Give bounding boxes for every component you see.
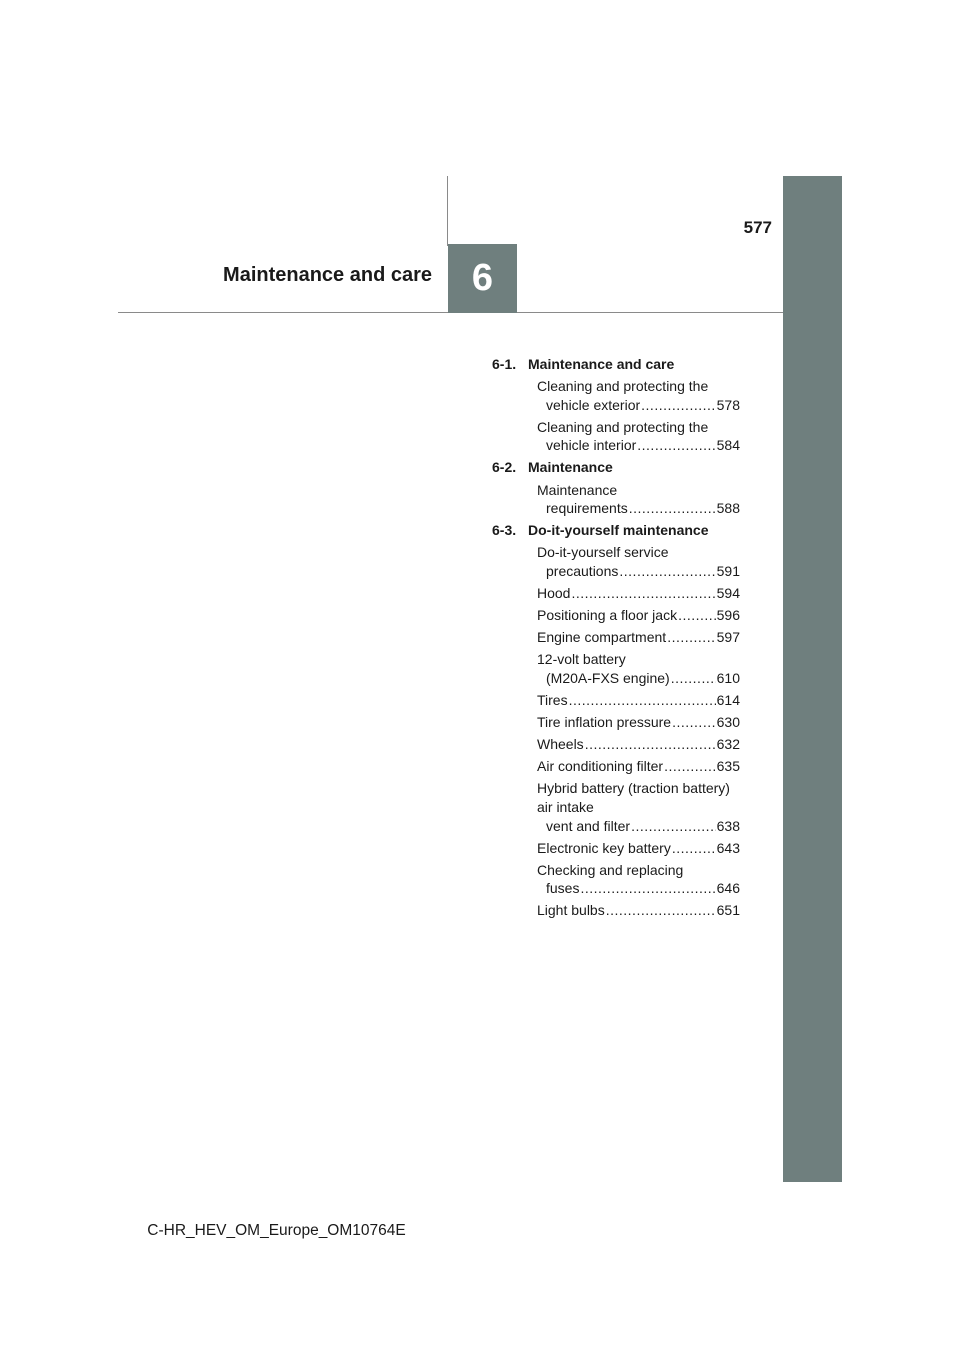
toc-entry-page-number: 588 bbox=[716, 500, 740, 517]
dot-leader bbox=[571, 584, 715, 603]
dot-leader bbox=[619, 562, 715, 581]
toc-section-heading[interactable] bbox=[492, 355, 740, 374]
page-number: 577 bbox=[743, 218, 772, 237]
toc-entry-text: Hood bbox=[537, 585, 571, 602]
toc-entry-text: fuses bbox=[546, 880, 580, 897]
toc-entry[interactable] bbox=[492, 735, 740, 754]
toc-entry-text: Wheels bbox=[537, 736, 584, 753]
document-footer: C-HR_HEV_OM_Europe_OM10764E bbox=[147, 1222, 406, 1239]
toc-entry-text: vent and filter bbox=[546, 817, 631, 834]
toc-entry[interactable] bbox=[492, 861, 740, 898]
toc-entry-lead-text: 12-volt battery bbox=[537, 651, 626, 668]
toc-entry[interactable] bbox=[492, 779, 740, 835]
dot-leader bbox=[606, 901, 716, 920]
toc-entry-page-number: 610 bbox=[716, 669, 740, 686]
toc-entry-text: vehicle exterior bbox=[546, 396, 641, 413]
toc-section-heading[interactable] bbox=[492, 458, 740, 477]
toc-entry-page-number: 643 bbox=[716, 839, 740, 856]
toc-entry-page-number: 614 bbox=[716, 692, 740, 708]
dot-leader bbox=[629, 499, 716, 518]
toc-entry-text: Light bulbs bbox=[537, 902, 605, 919]
dot-leader bbox=[672, 839, 716, 858]
toc-entry-lead-text: Checking and replacing bbox=[537, 861, 684, 878]
toc-entry-page-number: 646 bbox=[716, 880, 740, 897]
toc-entry[interactable] bbox=[492, 606, 740, 625]
dot-leader bbox=[678, 606, 716, 625]
toc-entry[interactable] bbox=[492, 543, 740, 580]
section-title: Maintenance bbox=[528, 459, 613, 476]
toc-entry-text: requirements bbox=[546, 500, 628, 517]
dot-leader bbox=[631, 817, 716, 836]
chapter-side-tab bbox=[783, 176, 842, 1182]
dot-leader bbox=[637, 436, 715, 455]
toc-section-heading[interactable] bbox=[492, 521, 740, 540]
toc-entry[interactable] bbox=[492, 757, 740, 776]
toc-entry[interactable] bbox=[492, 418, 740, 455]
dot-leader bbox=[569, 691, 716, 710]
chapter-number-box bbox=[448, 244, 517, 313]
toc-entry-lead-text: Hybrid battery (traction battery) air intake bbox=[537, 780, 730, 815]
toc-entry-text: Engine compartment bbox=[537, 629, 667, 646]
toc-entry-page-number: 632 bbox=[716, 736, 740, 753]
chapter-title: Maintenance and care bbox=[223, 264, 432, 286]
toc-entry-page-number: 630 bbox=[716, 714, 740, 731]
toc-entry[interactable] bbox=[492, 584, 740, 603]
toc-entry-lead-text: Maintenance bbox=[537, 481, 618, 498]
toc-entry[interactable] bbox=[492, 628, 740, 647]
section-number: 6-2. bbox=[492, 459, 517, 476]
toc-entry-page-number: 635 bbox=[716, 758, 740, 775]
dot-leader bbox=[672, 713, 716, 732]
section-title: Do-it-yourself maintenance bbox=[528, 522, 709, 539]
toc-entry[interactable] bbox=[492, 691, 740, 710]
toc-entry-page-number: 597 bbox=[716, 629, 740, 646]
toc-entry-text: vehicle interior bbox=[546, 437, 637, 454]
dot-leader bbox=[664, 757, 716, 776]
toc-entry-text: Tires bbox=[537, 692, 568, 708]
section-title: Maintenance and care bbox=[528, 356, 675, 372]
toc-entry-page-number: 578 bbox=[716, 396, 740, 413]
toc-entry-lead-text: Cleaning and protecting the bbox=[537, 378, 709, 395]
toc-entry[interactable] bbox=[492, 713, 740, 732]
section-number: 6-3. bbox=[492, 522, 517, 539]
dot-leader bbox=[671, 669, 716, 688]
dot-leader bbox=[585, 735, 716, 754]
dot-leader bbox=[641, 396, 715, 415]
toc-entry-text: (M20A-FXS engine) bbox=[546, 669, 670, 686]
toc-entry-lead-text: Cleaning and protecting the bbox=[537, 418, 709, 435]
toc-entry-page-number: 638 bbox=[716, 817, 740, 834]
toc-entry-text: Air conditioning filter bbox=[537, 758, 664, 775]
toc-entry-page-number: 594 bbox=[716, 585, 740, 602]
toc-entry-text: Electronic key battery bbox=[537, 839, 671, 856]
chapter-number: 6 bbox=[471, 257, 494, 299]
toc-entry[interactable] bbox=[492, 839, 740, 858]
toc-entry-lead-text: Do-it-yourself service bbox=[537, 544, 669, 561]
table-of-contents bbox=[492, 355, 740, 924]
dot-leader bbox=[667, 628, 715, 647]
toc-entry-page-number: 591 bbox=[716, 562, 740, 579]
toc-entry-page-number: 651 bbox=[716, 902, 740, 919]
toc-entry[interactable] bbox=[492, 377, 740, 414]
section-number: 6-1. bbox=[492, 356, 517, 372]
toc-entry-text: Tire inflation pressure bbox=[537, 714, 672, 731]
header-divider-vertical bbox=[447, 176, 448, 246]
toc-entry-page-number: 584 bbox=[716, 437, 740, 454]
toc-entry[interactable] bbox=[492, 650, 740, 687]
dot-leader bbox=[580, 879, 715, 898]
toc-entry[interactable] bbox=[492, 481, 740, 518]
toc-entry-text: precautions bbox=[546, 562, 619, 579]
toc-entry[interactable] bbox=[492, 901, 740, 920]
toc-entry-page-number: 596 bbox=[716, 607, 740, 624]
toc-entry-text: Positioning a floor jack bbox=[537, 607, 678, 624]
